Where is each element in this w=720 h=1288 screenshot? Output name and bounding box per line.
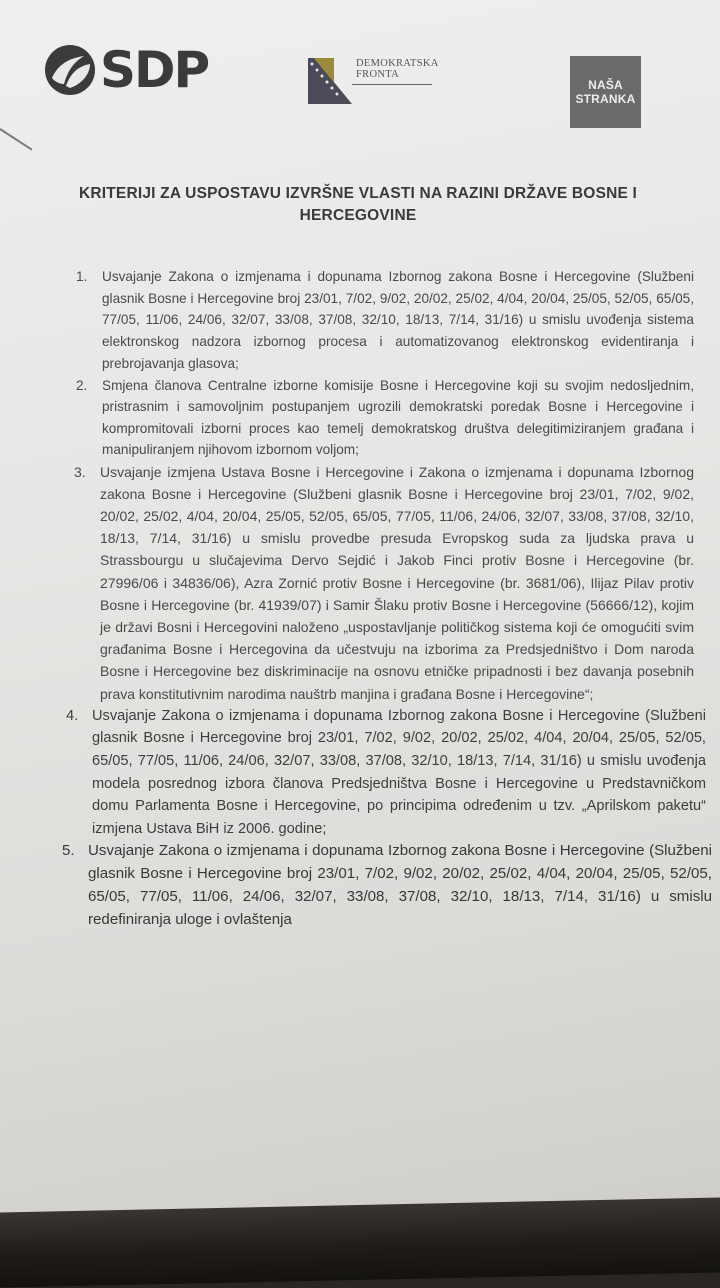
item-text: Usvajanje Zakona o izmjenama i dopunama Izbornog zakona Bosne i Hercegovine (Službeni glasnik Bosne i Hercegovine broj 23/01, 7/02, 9/02, 20/02, 25/02, 4/04, 20/04, 25/05, 52/05, 65/05, 77/05, 11/06, 24/06, 32/07, 33/08, 37/08, 32/10, 18/13, 7/14, 31/16) u smislu uvođenja sistema elektronskog nadzora izbornog procesa i automatizovanog elektronskog evidentiranja i prebrojavanja glasova; <box>102 269 694 371</box>
item-number: 1. <box>76 269 88 284</box>
df-logo-rule <box>352 84 432 85</box>
background-surface <box>0 1197 720 1287</box>
sdp-logo <box>44 41 209 99</box>
sdp-emblem-icon <box>44 44 96 96</box>
document-title: KRITERIJI ZA USPOSTAVU IZVRŠNE VLASTI NA RAZINI DRŽAVE BOSNE I HERCEGOVINE <box>78 185 638 224</box>
item-number: 5. <box>62 842 75 860</box>
df-logo-line-2: FRONTA <box>356 69 399 80</box>
criteria-list <box>62 266 712 932</box>
list-item <box>62 705 706 841</box>
item-text: Usvajanje Zakona o izmjenama i dopunama Izbornog zakona Bosne i Hercegovine (Službeni glasnik Bosne i Hercegovine broj 23/01, 7/02, 9/02, 20/02, 25/02, 4/04, 20/04, 25/05, 52/05, 65/05, 77/05, 11/06, 24/06, 32/07, 33/08, 37/08, 32/10, 18/13, 7/14, 31/16) u smislu redefiniranja uloge i ovlaštenja <box>88 842 712 928</box>
item-text: Smjena članova Centralne izborne komisije Bosne i Hercegovine koji su svojim nedosljednim, pristrasnim i samovoljnim postupanjem ugrozili demokratski poredak Bosne i Hercegovine i kompromitovali izborni proces kao temelj demokratskog društva delegitimiziranjem građana i manipuliranjem njihovom izbornom voljom; <box>102 377 694 458</box>
item-number: 3. <box>74 463 86 480</box>
list-item <box>70 461 694 705</box>
list-item <box>58 840 712 931</box>
df-logo-line-1: DEMOKRATSKA <box>356 58 439 69</box>
list-item <box>72 266 694 375</box>
sdp-logo-text: SDP <box>100 41 209 99</box>
bih-flag-icon <box>308 58 352 104</box>
nasa-stranka-logo <box>570 56 641 128</box>
item-number: 2. <box>76 377 88 393</box>
paper-fold-line <box>0 128 32 150</box>
list-item <box>72 375 694 461</box>
item-number: 4. <box>66 707 79 724</box>
item-text: Usvajanje izmjena Ustava Bosne i Hercegovine i Zakona o izmjenama i dopunama Izbornog zakona Bosne i Hercegovine (Službeni glasnik Bosne i Hercegovine broj 23/01, 7/02, 9/02, 20/02, 25/02, 4/04, 20/04, 25/05, 52/05, 65/05, 77/05, 11/06, 24/06, 32/07, 33/08, 37/08, 32/10, 18/13, 7/14, 31/16) u smislu provedbe presuda Evropskog suda za ljudska prava u Strassbourgu u slučajevima Dervo Sejdić i Jakob Finci protiv Bosne i Hercegovine (br. 27996/06 i 34836/06), Azra Zornić protiv Bosne i Hercegovine (br. 3681/06), Ilijaz Pilav protiv Bosne i Hercegovine (br. 41939/07) i Samir Šlaku protiv Bosne i Hercegovine (56666/12), kojim je državi Bosni i Hercegovini naloženo „uspostavljanje političkog sistema koji će omogućiti svim građanima Bosne i Hercegovina da učestvuju na izborima za Predsjedništvo i Dom naroda Bosne i Hercegovine bez diskriminacije na osnovu etničke pripadnosti i bez davanja posebnih prava konstitutivnim narodima nauštrb manjina i građana Bosne i Hercegovine“; <box>100 463 694 702</box>
ns-logo-line-2: STRANKA <box>575 92 636 106</box>
item-text: Usvajanje Zakona o izmjenama i dopunama Izbornog zakona Bosne i Hercegovine (Službeni glasnik Bosne i Hercegovine broj 23/01, 7/02, 9/02, 20/02, 25/02, 4/04, 20/04, 25/05, 52/05, 65/05, 77/05, 11/06, 24/06, 32/07, 33/08, 37/08, 32/10, 18/13, 7/14, 31/16) u smislu uvođenja modela posrednog izbora članova Predsjedništva Bosne i Hercegovine u Predstavničkom domu Parlamenta Bosne i Hercegovine, po principima određenim u tzv. „Aprilskom paketu“ izmjena Ustava BiH iz 2006. godine; <box>92 707 706 837</box>
demokratska-fronta-logo <box>308 58 439 104</box>
ns-logo-line-1: NAŠA <box>588 78 623 92</box>
